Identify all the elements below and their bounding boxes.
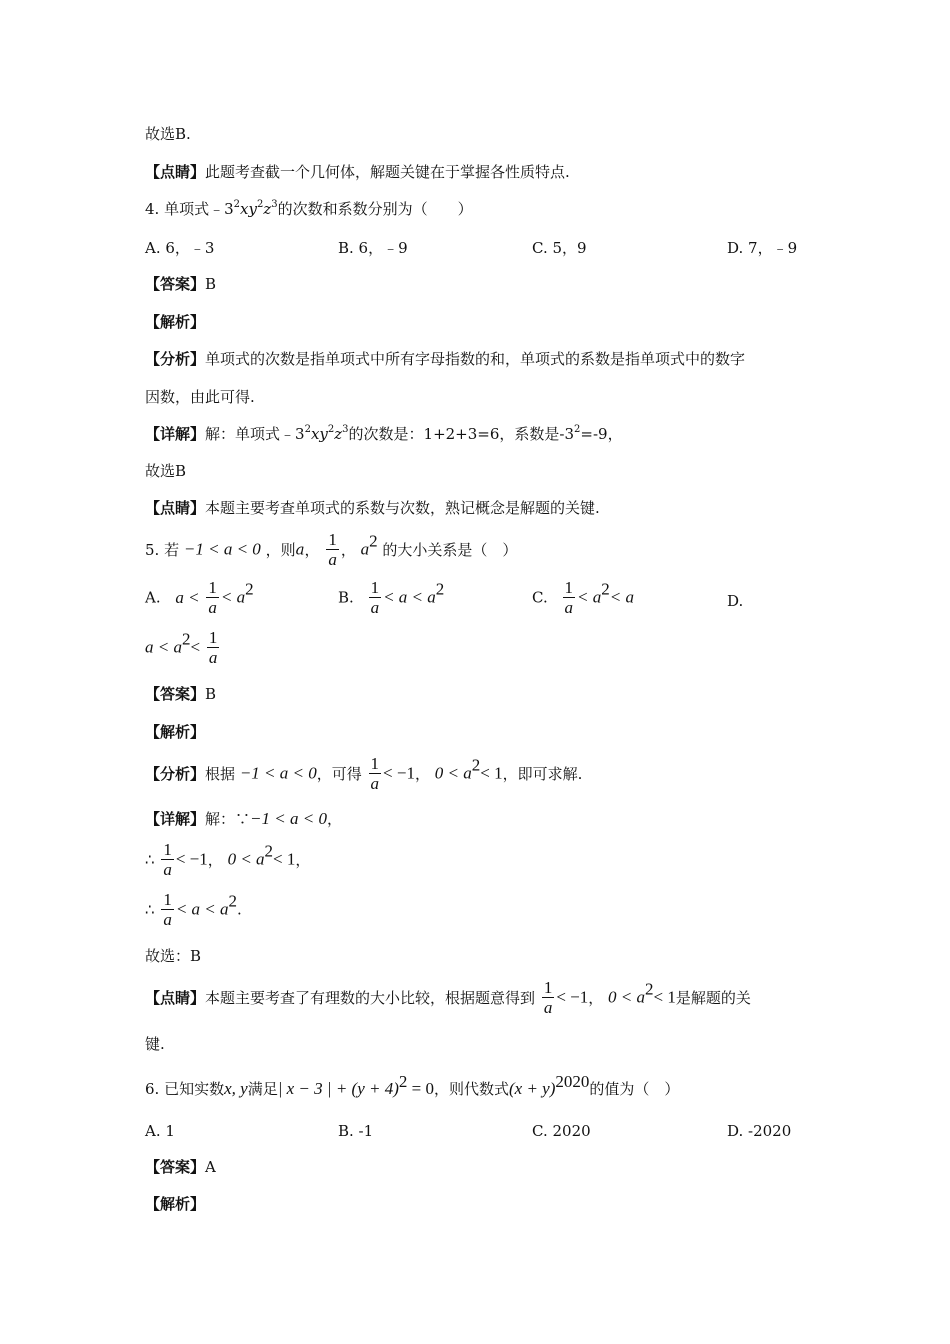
q6-stem — [145, 1072, 680, 1099]
math-condition: −1 < a < 0 — [239, 763, 317, 783]
math: < — [190, 637, 201, 657]
math: 0 < a — [608, 987, 646, 1007]
fenxi-tag: 【分析】 — [145, 765, 206, 783]
text: 满足 — [247, 1080, 278, 1098]
q5-conclusion: 故选：B — [145, 947, 202, 965]
math: < a < a — [175, 899, 229, 919]
q5-option-d-label: D. — [727, 592, 744, 610]
exp: 2 — [228, 891, 238, 911]
exp: 2 — [256, 199, 264, 210]
text: ， — [414, 765, 430, 783]
option-label: A. — [145, 588, 161, 607]
answer-tag: 【答案】 — [145, 275, 206, 293]
math: < a < a — [383, 587, 436, 607]
q5-stem — [145, 530, 517, 569]
prev-comment — [145, 162, 570, 182]
math: < 1 — [273, 849, 296, 869]
text: ， — [304, 541, 320, 559]
exp: 2 — [245, 579, 254, 599]
var: z — [263, 200, 272, 218]
math: < a — [220, 587, 246, 607]
prev-conclusion: 故选B. — [145, 125, 191, 143]
fraction — [542, 978, 555, 1017]
numerator: 1 — [163, 890, 172, 909]
numerator: 1 — [328, 530, 337, 549]
numerator: 1 — [543, 978, 553, 997]
var: a — [360, 539, 370, 559]
var: z — [334, 425, 343, 443]
exp: 2 — [233, 199, 240, 210]
math: < a — [609, 587, 634, 607]
exp: 2 — [369, 531, 378, 551]
option-label: B. — [338, 588, 354, 607]
fraction — [207, 628, 220, 667]
q5-comment — [145, 978, 751, 1017]
text: ，则代数式 — [433, 1080, 509, 1098]
q4-detail — [145, 424, 623, 444]
text: ， — [207, 851, 223, 869]
text: 6. 已知实数 — [145, 1080, 225, 1098]
q4-stem-text: 4. 单项式﹣3 — [145, 200, 234, 218]
fraction — [161, 890, 174, 929]
q5-detail-line3 — [145, 890, 242, 929]
denominator: a — [543, 998, 553, 1017]
numerator: 1 — [163, 840, 172, 859]
option-label: C. — [532, 588, 548, 607]
detail-tag: 【详解】 — [145, 810, 206, 828]
q5-detail-line2 — [145, 840, 310, 879]
math: 0 < a — [227, 849, 265, 869]
fraction — [563, 578, 576, 617]
text: ，则 — [265, 541, 296, 559]
detail-text: 解：单项式﹣3 — [205, 425, 305, 443]
q6-option-b: B. -1 — [338, 1122, 374, 1140]
q5-comment-line2: 键. — [145, 1035, 165, 1053]
q4-fenxi — [145, 349, 745, 369]
q6-answer — [145, 1157, 216, 1177]
answer-tag: 【答案】 — [145, 1158, 206, 1176]
text: ， — [588, 989, 604, 1007]
text: ， — [340, 541, 356, 559]
q4-option-b: B. 6，﹣9 — [338, 239, 408, 257]
answer-value: B — [205, 275, 217, 293]
text: 本题主要考查了有理数的大小比较，根据题意得到 — [205, 989, 536, 1007]
math-condition: −1 < a < 0 — [183, 539, 261, 559]
denominator: a — [564, 598, 573, 617]
math: < 1 — [653, 987, 676, 1007]
q5-answer — [145, 684, 216, 704]
q5-option-c — [532, 578, 634, 617]
q4-comment — [145, 498, 600, 518]
denominator: a — [208, 648, 218, 667]
var: xy — [240, 200, 257, 218]
q4-option-c: C. 5，9 — [532, 239, 587, 257]
therefore-symbol: ∴ — [145, 850, 155, 869]
fenxi-text: 单项式的次数是指单项式中所有字母指数的和，单项式的系数是指单项式中的数字 — [205, 350, 746, 368]
q5-detail — [145, 809, 342, 829]
fraction — [161, 840, 174, 879]
q5-option-d — [145, 628, 221, 667]
q4-option-a: A. 6，﹣3 — [145, 239, 215, 257]
exp: 2 — [304, 424, 311, 435]
detail-text: 的次数是：1+2+3=6，系数是-3 — [348, 425, 575, 443]
math: = 0 — [407, 1079, 434, 1098]
text: 根据 — [205, 765, 236, 783]
q5-fenxi — [145, 754, 582, 793]
math: x, y — [224, 1079, 248, 1098]
numerator: 1 — [208, 578, 217, 597]
math: < −1 — [383, 763, 415, 783]
q4-fenxi-line2: 因数，由此可得. — [145, 388, 255, 406]
numerator: 1 — [564, 578, 573, 597]
comment-tag: 【点睛】 — [145, 989, 206, 1007]
therefore-symbol: ∴ — [145, 900, 155, 919]
q4-analysis-tag: 【解析】 — [145, 313, 206, 331]
math: < a — [577, 587, 602, 607]
q4-stem-tail: 的次数和系数分别为（ ） — [277, 200, 473, 218]
text: ， — [295, 851, 311, 869]
q5-number: 5. 若 — [145, 541, 180, 559]
denominator: a — [328, 550, 337, 569]
exp: 2 — [398, 1072, 408, 1091]
math: 0 < a — [434, 763, 472, 783]
q4-conclusion: 故选B — [145, 462, 187, 480]
comment-text: 此题考查截一个几何体，解题关键在于掌握各性质特点. — [205, 163, 570, 181]
math: < −1 — [556, 987, 589, 1007]
denominator: a — [208, 598, 217, 617]
math: a < a — [145, 637, 182, 657]
text: 的大小关系是（ ） — [382, 541, 518, 559]
q6-option-d: D. -2020 — [727, 1122, 792, 1140]
exp: 2020 — [555, 1072, 590, 1091]
answer-value: B — [205, 685, 217, 703]
exp: 3 — [271, 199, 278, 210]
math: (x + y) — [509, 1079, 556, 1098]
exp: 2 — [601, 579, 610, 599]
q4-answer — [145, 274, 216, 294]
text: ，可得 — [316, 765, 362, 783]
text: 的值为（ ） — [589, 1080, 680, 1098]
comment-text: 本题主要考查单项式的系数与次数，熟记概念是解题的关键. — [205, 499, 600, 517]
q5-option-a — [145, 578, 254, 617]
detail-tag: 【详解】 — [145, 425, 206, 443]
numerator: 1 — [370, 754, 380, 773]
denominator: a — [163, 910, 172, 929]
exp: 2 — [181, 629, 191, 649]
answer-value: A — [205, 1158, 216, 1176]
q5-analysis-tag: 【解析】 — [145, 723, 206, 741]
answer-tag: 【答案】 — [145, 685, 206, 703]
exp: 2 — [327, 424, 335, 435]
fraction — [206, 578, 219, 617]
numerator: 1 — [208, 628, 218, 647]
math: < −1 — [175, 849, 208, 869]
q6-option-c: C. 2020 — [532, 1122, 591, 1140]
math: < 1 — [480, 763, 503, 783]
q4-stem — [145, 199, 473, 219]
fraction — [369, 578, 382, 617]
denominator: a — [370, 598, 380, 617]
exp: 2 — [264, 841, 274, 861]
fenxi-tag: 【分析】 — [145, 350, 206, 368]
text: 解：∵ — [205, 810, 251, 828]
text: ，即可求解. — [502, 765, 583, 783]
q6-analysis-tag: 【解析】 — [145, 1195, 206, 1213]
math: | x − 3 | + (y + 4) — [277, 1079, 399, 1098]
text: . — [237, 900, 242, 919]
denominator: a — [370, 774, 380, 793]
denominator: a — [163, 860, 172, 879]
math: a < — [175, 587, 200, 607]
comment-tag: 【点睛】 — [145, 163, 206, 181]
exp: 2 — [574, 424, 581, 435]
comment-tag: 【点睛】 — [145, 499, 206, 517]
text: 是解题的关 — [675, 989, 751, 1007]
q6-option-a: A. 1 — [145, 1122, 175, 1140]
text: ， — [326, 810, 342, 828]
exp: 3 — [342, 424, 349, 435]
fraction — [369, 754, 382, 793]
numerator: 1 — [370, 578, 380, 597]
q4-option-d: D. 7，﹣9 — [727, 239, 798, 257]
detail-text: =-9， — [580, 425, 623, 443]
exp: 2 — [435, 579, 445, 599]
exp: 2 — [645, 979, 654, 999]
exp: 2 — [471, 755, 481, 775]
q5-option-b — [338, 578, 444, 617]
var: a — [295, 540, 305, 559]
fraction — [326, 530, 339, 569]
var: xy — [310, 425, 328, 443]
math-condition: −1 < a < 0 — [250, 809, 327, 828]
